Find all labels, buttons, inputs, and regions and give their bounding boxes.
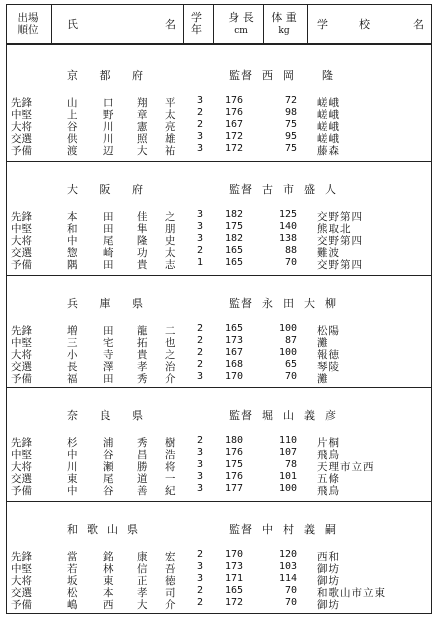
grade-value: 1 xyxy=(197,257,204,268)
school-name: 嵯峨 xyxy=(317,133,340,145)
school-name: 熊取北 xyxy=(317,223,352,235)
player-name-char: 田 xyxy=(103,211,114,223)
weight-value: 65 xyxy=(284,359,297,370)
table-row xyxy=(7,95,431,107)
weight-value: 87 xyxy=(284,335,297,346)
table-row xyxy=(7,561,431,573)
table-row xyxy=(7,245,431,257)
player-name-char: 渡 xyxy=(67,145,78,157)
grade-value: 2 xyxy=(197,549,204,560)
position-label: 大将 xyxy=(11,121,32,133)
grade-value: 2 xyxy=(197,585,204,596)
weight-value: 107 xyxy=(278,447,297,458)
weight-value: 88 xyxy=(284,245,297,256)
player-name-char: 太 xyxy=(165,109,176,121)
school-name: 五條 xyxy=(317,473,340,485)
player-name-char: 大 xyxy=(137,145,148,157)
player-name-char: 樹 xyxy=(165,437,176,449)
table-row xyxy=(7,585,431,597)
table-row xyxy=(7,435,431,447)
player-name-char: 尾 xyxy=(103,235,114,247)
player-name-char: 祐 xyxy=(165,145,176,157)
grade-value: 3 xyxy=(197,143,204,154)
player-name-char: 谷 xyxy=(67,121,78,133)
height-value: 172 xyxy=(225,597,244,608)
player-name-char: 照 xyxy=(137,133,148,145)
player-name-char: 崎 xyxy=(103,247,114,259)
player-name-char: 治 xyxy=(165,361,176,373)
position-label: 大将 xyxy=(11,461,32,473)
height-value: 170 xyxy=(225,371,244,382)
weight-value: 78 xyxy=(284,459,297,470)
player-name-char: 浩 xyxy=(165,449,176,461)
school-name: 交野第四 xyxy=(317,235,363,247)
weight-value: 72 xyxy=(284,95,297,106)
height-value: 165 xyxy=(225,257,244,268)
grade-value: 2 xyxy=(197,359,204,370)
grade-value: 3 xyxy=(197,561,204,572)
school-name: 灘 xyxy=(317,373,329,385)
player-name-char: 上 xyxy=(67,109,78,121)
table-row xyxy=(7,107,431,119)
player-name-char: 也 xyxy=(165,337,176,349)
position-label: 中堅 xyxy=(11,563,32,575)
height-value: 165 xyxy=(225,245,244,256)
weight-value: 70 xyxy=(284,257,297,268)
player-name-char: 之 xyxy=(165,349,176,361)
prefecture-name: 兵 庫 県 xyxy=(67,297,152,310)
position-label: 予備 xyxy=(11,259,32,271)
header-order: 出場 順位 xyxy=(17,12,39,36)
player-name-char: 信 xyxy=(137,563,148,575)
table-row xyxy=(7,471,431,483)
height-value: 173 xyxy=(225,561,244,572)
divider xyxy=(183,5,184,45)
player-name-char: 宏 xyxy=(165,551,176,563)
grade-value: 2 xyxy=(197,597,204,608)
player-name-char: 貴 xyxy=(137,349,148,361)
position-label: 中堅 xyxy=(11,109,32,121)
weight-value: 70 xyxy=(284,597,297,608)
player-name-char: 翔 xyxy=(137,97,148,109)
header-height: 身 長 xyxy=(228,11,254,24)
player-name-char: 和 xyxy=(67,223,78,235)
player-name-char: 惣 xyxy=(67,247,78,259)
player-name-char: 太 xyxy=(165,247,176,259)
player-name-char: 松 xyxy=(67,587,78,599)
height-value: 175 xyxy=(225,221,244,232)
table-row xyxy=(7,597,431,609)
player-name-char: 當 xyxy=(67,551,78,563)
player-name-char: 亮 xyxy=(165,121,176,133)
player-name-char: 東 xyxy=(67,473,78,485)
player-name-char: 朋 xyxy=(165,223,176,235)
player-name-char: 川 xyxy=(103,121,114,133)
grade-value: 3 xyxy=(197,471,204,482)
header-weight: 体 重 xyxy=(271,11,297,24)
player-name-char: 秀 xyxy=(137,437,148,449)
header-school-2: 校 xyxy=(359,18,370,31)
position-label: 交選 xyxy=(11,133,32,145)
player-name-char: 平 xyxy=(165,97,176,109)
grade-value: 3 xyxy=(197,233,204,244)
grade-value: 2 xyxy=(197,347,204,358)
school-name: 片桐 xyxy=(317,437,340,449)
position-label: 予備 xyxy=(11,145,32,157)
player-name-char: 拓 xyxy=(137,337,148,349)
position-label: 大将 xyxy=(11,349,32,361)
player-name-char: 紀 xyxy=(165,485,176,497)
grade-value: 3 xyxy=(197,131,204,142)
school-name: 藤森 xyxy=(317,145,340,157)
weight-value: 70 xyxy=(284,371,297,382)
weight-value: 75 xyxy=(284,119,297,130)
player-name-char: 之 xyxy=(165,211,176,223)
prefecture-name: 大 阪 府 xyxy=(67,183,152,196)
school-name: 嵯峨 xyxy=(317,121,340,133)
player-name-char: 志 xyxy=(165,259,176,271)
position-label: 予備 xyxy=(11,599,32,611)
height-value: 165 xyxy=(225,323,244,334)
weight-value: 100 xyxy=(278,347,297,358)
player-name-char: 本 xyxy=(67,211,78,223)
table-row xyxy=(7,131,431,143)
player-name-char: 田 xyxy=(103,223,114,235)
grade-value: 2 xyxy=(197,323,204,334)
player-name-char: 山 xyxy=(67,97,78,109)
coach-name: 監督 永 田 大 柳 xyxy=(229,297,337,310)
table-row xyxy=(7,371,431,383)
player-name-char: 中 xyxy=(67,449,78,461)
grade-value: 3 xyxy=(197,573,204,584)
player-name-char: 司 xyxy=(165,587,176,599)
position-label: 先鋒 xyxy=(11,325,32,337)
grade-value: 2 xyxy=(197,245,204,256)
section-divider xyxy=(7,161,431,162)
position-label: 先鋒 xyxy=(11,97,32,109)
player-name-char: 憲 xyxy=(137,121,148,133)
table-row xyxy=(7,221,431,233)
height-value: 168 xyxy=(225,359,244,370)
height-value: 167 xyxy=(225,347,244,358)
grade-value: 3 xyxy=(197,221,204,232)
player-name-char: 正 xyxy=(137,575,148,587)
player-name-char: 長 xyxy=(67,361,78,373)
player-name-char: 三 xyxy=(67,337,78,349)
table-row xyxy=(7,483,431,495)
divider xyxy=(307,5,308,45)
position-label: 先鋒 xyxy=(11,551,32,563)
player-name-char: 将 xyxy=(165,461,176,473)
player-name-char: 道 xyxy=(137,473,148,485)
roster-table xyxy=(6,4,432,614)
header-school-1: 学 xyxy=(317,18,328,31)
player-name-char: 瀬 xyxy=(103,461,114,473)
school-name: 交野第四 xyxy=(317,259,363,271)
position-label: 交選 xyxy=(11,587,32,599)
player-name-char: 宅 xyxy=(103,337,114,349)
player-name-char: 介 xyxy=(165,599,176,611)
height-value: 165 xyxy=(225,585,244,596)
height-value: 177 xyxy=(225,483,244,494)
height-value: 175 xyxy=(225,459,244,470)
height-value: 176 xyxy=(225,95,244,106)
weight-value: 125 xyxy=(278,209,297,220)
grade-value: 3 xyxy=(197,447,204,458)
grade-value: 2 xyxy=(197,107,204,118)
header-school-3: 名 xyxy=(413,18,424,31)
player-name-char: 澤 xyxy=(103,361,114,373)
player-name-char: 谷 xyxy=(103,449,114,461)
table-header xyxy=(7,5,431,45)
player-name-char: 中 xyxy=(67,235,78,247)
school-name: 和歌山市立東 xyxy=(317,587,386,599)
school-name: 嵯峨 xyxy=(317,109,340,121)
header-grade: 学 年 xyxy=(191,11,202,36)
section-divider xyxy=(7,501,431,502)
player-name-char: 寺 xyxy=(103,349,114,361)
position-label: 交選 xyxy=(11,473,32,485)
player-name-char: 福 xyxy=(67,373,78,385)
player-name-char: 介 xyxy=(165,373,176,385)
player-name-char: 昌 xyxy=(137,449,148,461)
divider xyxy=(263,5,264,45)
player-name-char: 若 xyxy=(67,563,78,575)
weight-value: 95 xyxy=(284,131,297,142)
grade-value: 2 xyxy=(197,335,204,346)
school-name: 難波 xyxy=(317,247,340,259)
school-name: 御坊 xyxy=(317,575,340,587)
player-name-char: 功 xyxy=(137,247,148,259)
player-name-char: 川 xyxy=(67,461,78,473)
grade-value: 3 xyxy=(197,483,204,494)
weight-value: 110 xyxy=(278,435,297,446)
header-name-2: 名 xyxy=(165,18,176,31)
weight-value: 100 xyxy=(278,483,297,494)
player-name-char: 辺 xyxy=(103,145,114,157)
height-value: 173 xyxy=(225,335,244,346)
player-name-char: 小 xyxy=(67,349,78,361)
height-value: 167 xyxy=(225,119,244,130)
position-label: 予備 xyxy=(11,373,32,385)
grade-value: 2 xyxy=(197,435,204,446)
height-value: 172 xyxy=(225,131,244,142)
table-row xyxy=(7,119,431,131)
table-row xyxy=(7,359,431,371)
school-name: 琴陵 xyxy=(317,361,340,373)
position-label: 大将 xyxy=(11,235,32,247)
prefecture-name: 和歌山県 xyxy=(67,523,147,536)
table-row xyxy=(7,323,431,335)
table-row xyxy=(7,347,431,359)
player-name-char: 雄 xyxy=(165,133,176,145)
player-name-char: 孝 xyxy=(137,587,148,599)
player-name-char: 田 xyxy=(103,373,114,385)
player-name-char: 龍 xyxy=(137,325,148,337)
weight-value: 140 xyxy=(278,221,297,232)
height-value: 170 xyxy=(225,549,244,560)
position-label: 交選 xyxy=(11,247,32,259)
header-height-unit: cm xyxy=(234,26,248,36)
player-name-char: 谷 xyxy=(103,485,114,497)
school-name: 西和 xyxy=(317,551,340,563)
player-name-char: 川 xyxy=(103,133,114,145)
player-name-char: 浦 xyxy=(103,437,114,449)
weight-value: 70 xyxy=(284,585,297,596)
weight-value: 101 xyxy=(278,471,297,482)
divider xyxy=(51,5,52,45)
player-name-char: 中 xyxy=(67,485,78,497)
weight-value: 120 xyxy=(278,549,297,560)
school-name: 御坊 xyxy=(317,599,340,611)
player-name-char: 東 xyxy=(103,575,114,587)
table-row xyxy=(7,335,431,347)
coach-name: 監督 西 岡 隆 xyxy=(229,69,334,82)
prefecture-name: 奈 良 県 xyxy=(67,409,152,422)
school-name: 飛鳥 xyxy=(317,449,340,461)
header-name-1: 氏 xyxy=(67,18,78,31)
table-row xyxy=(7,233,431,245)
player-name-char: 史 xyxy=(165,235,176,247)
coach-name: 監督 堀 山 義 彦 xyxy=(229,409,337,422)
player-name-char: 善 xyxy=(137,485,148,497)
player-name-char: 大 xyxy=(137,599,148,611)
grade-value: 3 xyxy=(197,209,204,220)
player-name-char: 隅 xyxy=(67,259,78,271)
height-value: 182 xyxy=(225,209,244,220)
coach-name: 監督 古 市 盛 人 xyxy=(229,183,337,196)
table-row xyxy=(7,549,431,561)
grade-value: 2 xyxy=(197,119,204,130)
player-name-char: 本 xyxy=(103,587,114,599)
table-row xyxy=(7,209,431,221)
height-value: 176 xyxy=(225,471,244,482)
school-name: 報徳 xyxy=(317,349,340,361)
position-label: 予備 xyxy=(11,485,32,497)
player-name-char: 増 xyxy=(67,325,78,337)
table-row xyxy=(7,143,431,155)
grade-value: 3 xyxy=(197,459,204,470)
position-label: 先鋒 xyxy=(11,437,32,449)
height-value: 172 xyxy=(225,143,244,154)
player-name-char: 野 xyxy=(103,109,114,121)
player-name-char: 嶋 xyxy=(67,599,78,611)
player-name-char: 勝 xyxy=(137,461,148,473)
position-label: 先鋒 xyxy=(11,211,32,223)
divider xyxy=(213,5,214,45)
school-name: 御坊 xyxy=(317,563,340,575)
table-row xyxy=(7,257,431,269)
table-row xyxy=(7,447,431,459)
player-name-char: 孝 xyxy=(137,361,148,373)
position-label: 大将 xyxy=(11,575,32,587)
height-value: 182 xyxy=(225,233,244,244)
player-name-char: 田 xyxy=(103,325,114,337)
weight-value: 75 xyxy=(284,143,297,154)
header-weight-unit: kg xyxy=(278,26,290,36)
player-name-char: 田 xyxy=(103,259,114,271)
school-name: 松陽 xyxy=(317,325,340,337)
player-name-char: 隼 xyxy=(137,223,148,235)
position-label: 交選 xyxy=(11,361,32,373)
position-label: 中堅 xyxy=(11,337,32,349)
player-name-char: 佳 xyxy=(137,211,148,223)
height-value: 176 xyxy=(225,447,244,458)
school-name: 交野第四 xyxy=(317,211,363,223)
table-row xyxy=(7,459,431,471)
player-name-char: 康 xyxy=(137,551,148,563)
section-divider xyxy=(7,387,431,388)
height-value: 171 xyxy=(225,573,244,584)
player-name-char: 西 xyxy=(103,599,114,611)
table-row xyxy=(7,573,431,585)
grade-value: 3 xyxy=(197,371,204,382)
player-name-char: 章 xyxy=(137,109,148,121)
school-name: 灘 xyxy=(317,337,329,349)
weight-value: 103 xyxy=(278,561,297,572)
weight-value: 138 xyxy=(278,233,297,244)
position-label: 中堅 xyxy=(11,449,32,461)
section-divider xyxy=(7,275,431,276)
player-name-char: 口 xyxy=(103,97,114,109)
prefecture-name: 京 都 府 xyxy=(67,69,152,82)
position-label: 中堅 xyxy=(11,223,32,235)
player-name-char: 吾 xyxy=(165,563,176,575)
height-value: 176 xyxy=(225,107,244,118)
grade-value: 3 xyxy=(197,95,204,106)
weight-value: 114 xyxy=(278,573,297,584)
school-name: 嵯峨 xyxy=(317,97,340,109)
player-name-char: 徳 xyxy=(165,575,176,587)
coach-name: 監督 中 村 義 嗣 xyxy=(229,523,337,536)
height-value: 180 xyxy=(225,435,244,446)
player-name-char: 貴 xyxy=(137,259,148,271)
weight-value: 98 xyxy=(284,107,297,118)
weight-value: 100 xyxy=(278,323,297,334)
school-name: 飛鳥 xyxy=(317,485,340,497)
school-name: 天理市立西 xyxy=(317,461,375,473)
player-name-char: 坂 xyxy=(67,575,78,587)
player-name-char: 二 xyxy=(165,325,176,337)
player-name-char: 隆 xyxy=(137,235,148,247)
player-name-char: 供 xyxy=(67,133,78,145)
player-name-char: 林 xyxy=(103,563,114,575)
player-name-char: 銘 xyxy=(103,551,114,563)
player-name-char: 尾 xyxy=(103,473,114,485)
player-name-char: 一 xyxy=(165,473,176,485)
player-name-char: 杉 xyxy=(67,437,78,449)
player-name-char: 秀 xyxy=(137,373,148,385)
